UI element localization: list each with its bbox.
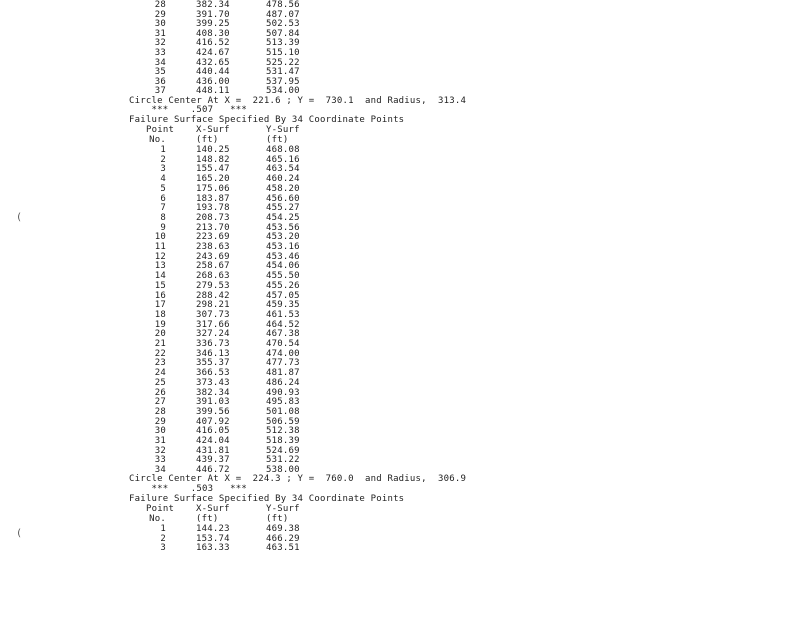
table-row-y-surf: 470.54 xyxy=(266,339,300,349)
table-row-point-no: 11 xyxy=(154,242,166,252)
table-row-x-surf: 424.04 xyxy=(196,436,230,446)
table-row-point-no: 3 xyxy=(160,164,166,175)
table-row-x-surf: 407.92 xyxy=(196,416,230,427)
table-row-y-surf: 456.60 xyxy=(266,193,300,204)
top-row-x-surf: 440.44 xyxy=(196,67,230,78)
table-row-point-no: 16 xyxy=(154,290,166,301)
top-row-point-no: 34 xyxy=(154,57,166,68)
table-row-x-surf: 175.06 xyxy=(196,183,230,194)
top-row-y-surf: 513.39 xyxy=(266,38,300,49)
table-row-y-surf: 518.39 xyxy=(266,436,300,446)
table-row-y-surf: 481.87 xyxy=(266,368,300,379)
table-row-y-surf: 463.51 xyxy=(266,543,300,554)
table-row-x-surf: 258.67 xyxy=(196,261,230,272)
table-row-y-surf: 467.38 xyxy=(266,329,300,340)
table-row-y-surf: 495.83 xyxy=(266,397,300,408)
table-row-y-surf: 463.54 xyxy=(266,164,300,175)
top-row-y-surf: 531.47 xyxy=(266,67,300,78)
table-row-point-no: 1 xyxy=(160,524,166,534)
table-row-x-surf: 298.21 xyxy=(196,300,230,311)
table-row-x-surf: 327.24 xyxy=(196,329,230,340)
section-title: Failure Surface Specified By 34 Coordinate Points xyxy=(129,115,405,125)
table-row-point-no: 33 xyxy=(154,455,166,466)
col-x-header: X-Surf xyxy=(196,504,230,514)
table-row-point-no: 27 xyxy=(154,397,166,408)
table-row-point-no: 28 xyxy=(154,406,166,417)
table-row-point-no: 34 xyxy=(154,465,166,476)
table-row-x-surf: 446.72 xyxy=(196,465,230,476)
top-row-x-surf: 416.52 xyxy=(196,38,230,49)
table-row-y-surf: 466.29 xyxy=(266,533,300,544)
col-y-header: Y-Surf xyxy=(266,125,300,135)
table-row-x-surf: 382.34 xyxy=(196,387,230,398)
table-row-y-surf: 477.73 xyxy=(266,358,300,369)
table-row-y-surf: 524.69 xyxy=(266,445,300,456)
table-row-x-surf: 165.20 xyxy=(196,174,230,185)
table-row-point-no: 4 xyxy=(160,174,166,185)
punch-hole-mark: ( xyxy=(16,528,23,539)
table-row-y-surf: 455.50 xyxy=(266,271,300,282)
col-x-unit: (ft) xyxy=(196,514,219,524)
top-row-point-no: 30 xyxy=(154,19,166,30)
top-row-y-surf: 537.95 xyxy=(266,76,300,87)
table-row-point-no: 9 xyxy=(160,222,166,233)
top-row-point-no: 37 xyxy=(154,86,166,97)
table-row-point-no: 29 xyxy=(154,416,166,427)
top-row-point-no: 29 xyxy=(154,9,166,20)
table-row-y-surf: 453.56 xyxy=(266,222,300,233)
col-y-unit: (ft) xyxy=(266,135,289,145)
top-row-point-no: 32 xyxy=(154,38,166,49)
top-row-y-surf: 525.22 xyxy=(266,57,300,68)
table-row-x-surf: 373.43 xyxy=(196,377,230,388)
table-row-x-surf: 431.81 xyxy=(196,445,230,456)
table-row-x-surf: 355.37 xyxy=(196,358,230,369)
table-row-x-surf: 268.63 xyxy=(196,271,230,282)
top-row-x-surf: 436.00 xyxy=(196,76,230,87)
table-row-x-surf: 399.56 xyxy=(196,406,230,417)
top-row-y-surf: 487.07 xyxy=(266,9,300,20)
section-title: Failure Surface Specified By 34 Coordinate Points xyxy=(129,494,405,504)
top-row-point-no: 33 xyxy=(154,48,166,58)
table-row-x-surf: 148.82 xyxy=(196,154,230,165)
table-row-y-surf: 465.16 xyxy=(266,154,300,165)
punch-hole-mark: ( xyxy=(16,212,23,223)
top-row-x-surf: 448.11 xyxy=(196,86,230,97)
top-row-x-surf: 382.34 xyxy=(196,0,230,10)
table-row-y-surf: 464.52 xyxy=(266,319,300,330)
table-row-x-surf: 223.69 xyxy=(196,232,230,243)
table-row-y-surf: 457.05 xyxy=(266,290,300,301)
table-row-y-surf: 490.93 xyxy=(266,387,300,398)
top-row-x-surf: 424.67 xyxy=(196,48,230,58)
table-row-x-surf: 208.73 xyxy=(196,212,230,223)
table-row-y-surf: 454.06 xyxy=(266,261,300,272)
table-row-y-surf: 459.35 xyxy=(266,300,300,311)
table-row-point-no: 12 xyxy=(154,251,166,262)
top-row-point-no: 31 xyxy=(154,28,166,39)
col-no-header: No. xyxy=(149,135,166,145)
factor-of-safety-line: *** .507 *** xyxy=(129,105,247,115)
table-row-y-surf: 460.24 xyxy=(266,174,300,185)
table-row-y-surf: 453.16 xyxy=(266,242,300,252)
top-row-point-no: 35 xyxy=(154,67,166,78)
table-row-x-surf: 336.73 xyxy=(196,339,230,349)
table-row-x-surf: 416.05 xyxy=(196,426,230,437)
table-row-x-surf: 155.47 xyxy=(196,164,230,175)
table-row-x-surf: 317.66 xyxy=(196,319,230,330)
table-row-x-surf: 439.37 xyxy=(196,455,230,466)
table-row-point-no: 23 xyxy=(154,358,166,369)
table-row-point-no: 18 xyxy=(154,309,166,320)
table-row-y-surf: 486.24 xyxy=(266,377,300,388)
table-row-point-no: 17 xyxy=(154,300,166,311)
table-row-point-no: 15 xyxy=(154,280,166,291)
table-row-point-no: 6 xyxy=(160,193,166,204)
table-row-y-surf: 458.20 xyxy=(266,183,300,194)
table-row-x-surf: 213.70 xyxy=(196,222,230,233)
table-row-x-surf: 183.87 xyxy=(196,193,230,204)
factor-of-safety-line: *** .503 *** xyxy=(129,484,247,494)
table-row-y-surf: 455.26 xyxy=(266,280,300,291)
top-row-x-surf: 391.70 xyxy=(196,9,230,20)
table-row-y-surf: 461.53 xyxy=(266,309,300,320)
table-row-y-surf: 453.20 xyxy=(266,232,300,243)
table-row-point-no: 20 xyxy=(154,329,166,340)
table-row-point-no: 30 xyxy=(154,426,166,437)
table-row-point-no: 3 xyxy=(160,543,166,554)
top-row-point-no: 28 xyxy=(154,0,166,10)
col-point-header: Point xyxy=(146,504,175,514)
table-row-x-surf: 238.63 xyxy=(196,242,230,252)
table-row-x-surf: 366.53 xyxy=(196,368,230,379)
col-x-header: X-Surf xyxy=(196,125,230,135)
top-row-y-surf: 515.10 xyxy=(266,48,300,58)
top-row-y-surf: 502.53 xyxy=(266,19,300,30)
table-row-y-surf: 506.59 xyxy=(266,416,300,427)
circle-center-line: Circle Center At X = 221.6 ; Y = 730.1 and Radius, 313.4 xyxy=(129,96,467,106)
table-row-x-surf: 307.73 xyxy=(196,309,230,320)
table-row-y-surf: 453.46 xyxy=(266,251,300,262)
table-row-y-surf: 531.22 xyxy=(266,455,300,466)
table-row-point-no: 8 xyxy=(160,212,166,223)
table-row-point-no: 5 xyxy=(160,183,166,194)
table-row-y-surf: 538.00 xyxy=(266,465,300,476)
table-row-y-surf: 469.38 xyxy=(266,524,300,534)
table-row-x-surf: 140.25 xyxy=(196,145,230,155)
table-row-y-surf: 455.27 xyxy=(266,203,300,214)
table-row-y-surf: 501.08 xyxy=(266,406,300,417)
table-row-y-surf: 474.00 xyxy=(266,348,300,359)
top-row-x-surf: 408.30 xyxy=(196,28,230,39)
table-row-x-surf: 243.69 xyxy=(196,251,230,262)
table-row-point-no: 13 xyxy=(154,261,166,272)
table-row-point-no: 2 xyxy=(160,533,166,544)
table-row-point-no: 24 xyxy=(154,368,166,379)
col-point-header: Point xyxy=(146,125,175,135)
circle-center-line: Circle Center At X = 224.3 ; Y = 760.0 and Radius, 306.9 xyxy=(129,474,467,484)
table-row-y-surf: 512.38 xyxy=(266,426,300,437)
table-row-x-surf: 163.33 xyxy=(196,543,230,554)
top-row-point-no: 36 xyxy=(154,76,166,87)
table-row-x-surf: 346.13 xyxy=(196,348,230,359)
col-y-header: Y-Surf xyxy=(266,504,300,514)
col-no-header: No. xyxy=(149,514,166,524)
top-row-y-surf: 534.00 xyxy=(266,86,300,97)
table-row-y-surf: 468.08 xyxy=(266,145,300,155)
table-row-point-no: 31 xyxy=(154,436,166,446)
table-row-point-no: 7 xyxy=(160,203,166,214)
table-row-x-surf: 279.53 xyxy=(196,280,230,291)
table-row-point-no: 14 xyxy=(154,271,166,282)
top-row-x-surf: 432.65 xyxy=(196,57,230,68)
top-row-x-surf: 399.25 xyxy=(196,19,230,30)
table-row-point-no: 22 xyxy=(154,348,166,359)
table-row-point-no: 21 xyxy=(154,339,166,349)
table-row-point-no: 10 xyxy=(154,232,166,243)
table-row-point-no: 19 xyxy=(154,319,166,330)
table-row-x-surf: 153.74 xyxy=(196,533,230,544)
table-row-x-surf: 193.78 xyxy=(196,203,230,214)
top-row-y-surf: 478.56 xyxy=(266,0,300,10)
col-x-unit: (ft) xyxy=(196,135,219,145)
table-row-point-no: 26 xyxy=(154,387,166,398)
table-row-point-no: 32 xyxy=(154,445,166,456)
table-row-point-no: 2 xyxy=(160,154,166,165)
table-row-y-surf: 454.25 xyxy=(266,212,300,223)
col-y-unit: (ft) xyxy=(266,514,289,524)
top-row-y-surf: 507.84 xyxy=(266,28,300,39)
table-row-x-surf: 288.42 xyxy=(196,290,230,301)
table-row-point-no: 25 xyxy=(154,377,166,388)
table-row-point-no: 1 xyxy=(160,145,166,155)
table-row-x-surf: 391.03 xyxy=(196,397,230,408)
table-row-x-surf: 144.23 xyxy=(196,524,230,534)
